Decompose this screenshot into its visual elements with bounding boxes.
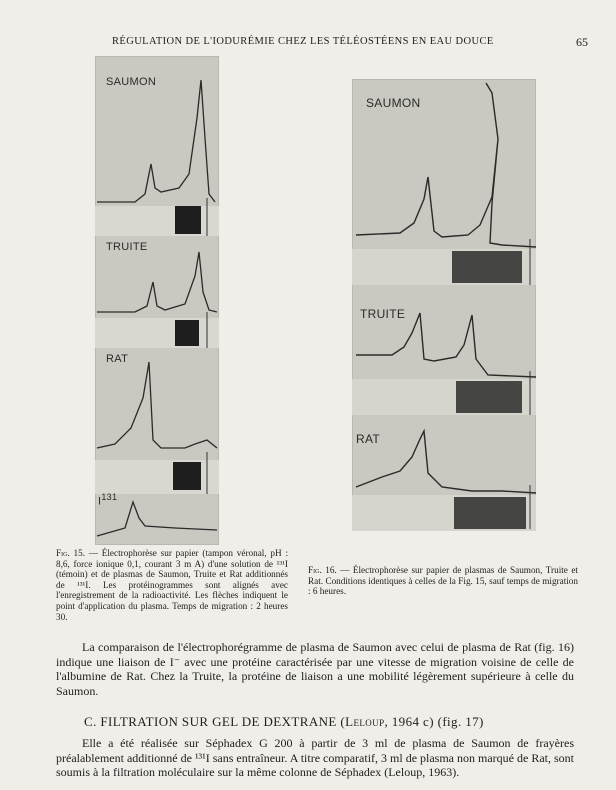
fig15-label-saumon: SAUMON bbox=[106, 76, 157, 88]
fig16-saumon-radio-band bbox=[452, 251, 522, 283]
figure-16 bbox=[352, 79, 536, 531]
iodine-prefix: I bbox=[98, 495, 102, 508]
fig15-rat-radio-band bbox=[173, 462, 201, 490]
figure-15-caption bbox=[56, 548, 288, 622]
fig16-label-rat: RAT bbox=[356, 432, 381, 446]
fig15-truite-band-bg bbox=[95, 318, 219, 348]
paragraph-2: Elle a été réalisée sur Séphadex G 200 à partir de 3 ml de plasma de Saumon de frayères préalablement additionné de ¹³¹I sans entraîneur. A titre comparatif, 3 ml de plasma non marqué de Rat, sont soumis à la filtration moléculaire sur la même colonne de Séphadex (Leloup, 1963). bbox=[56, 736, 574, 780]
figure-16-caption-text: — Électrophorèse sur papier de plasmas de Saumon, Truite et Rat. Conditions identiques à celles de la Fig. 15, sauf temps de migration : 6 heures. bbox=[308, 565, 578, 597]
section-heading-rest: , 1964 c) (fig. 17) bbox=[384, 714, 484, 729]
fig15-truite-trace bbox=[97, 252, 217, 312]
fig15-label-iodine bbox=[98, 492, 117, 508]
figure-15-caption-label: Fig. 15. bbox=[56, 548, 86, 558]
fig16-truite-trace bbox=[356, 313, 536, 377]
fig16-rat-radio-band bbox=[454, 497, 526, 529]
page-number: 65 bbox=[576, 35, 588, 49]
fig15-truite-radio-band bbox=[175, 320, 199, 346]
section-heading-author: Leloup bbox=[345, 714, 385, 729]
figure-16-caption bbox=[308, 565, 578, 597]
section-heading: C. FILTRATION SUR GEL DE DEXTRANE (Leloup, 1964 c) (fig. 17) bbox=[84, 714, 484, 729]
iodine-isotope: 131 bbox=[101, 492, 118, 502]
section-heading-title: C. FILTRATION SUR GEL DE DEXTRANE bbox=[84, 714, 337, 729]
figure-16-traces bbox=[352, 79, 536, 531]
fig15-label-truite: TRUITE bbox=[106, 241, 148, 253]
figure-15 bbox=[95, 56, 219, 545]
figure-15-caption-text: — Électrophorèse sur papier (tampon véronal, pH : 8,6, force ionique 0,1, courant 3 m A) d'une solution de ¹³¹I (témoin) et de plasmas de Saumon, Truite et Rat additionnés de ¹³¹I. Les protéinogrammes sont alignés avec l'enregistrement de la radioactivité. Les flèches indiquent le point d'application du plasma. Temps de migration : 2 heures 30. bbox=[56, 548, 288, 622]
fig16-rat-trace bbox=[356, 431, 536, 493]
fig15-label-rat: RAT bbox=[106, 353, 129, 365]
fig16-label-truite: TRUITE bbox=[360, 307, 406, 321]
fig16-label-saumon: SAUMON bbox=[366, 96, 421, 110]
fig16-truite-radio-band bbox=[456, 381, 522, 413]
figure-15-traces bbox=[95, 56, 219, 545]
paragraph-1: La comparaison de l'électrophorégramme de plasma de Saumon avec celui de plasma de Rat (fig. 16) indique une liaison de I⁻ avec une protéine caractérisée par une vitesse de migration voisine de celle de l'albumine de Rat. Chez la Truite, la protéine de liaison a une mobilité légèrement supérieure à celle du Saumon. bbox=[56, 640, 574, 698]
fig15-saumon-trace bbox=[97, 80, 215, 202]
running-head: RÉGULATION DE L'IODURÉMIE CHEZ LES TÉLÉOSTÉENS EN EAU DOUCE bbox=[112, 36, 494, 47]
figure-16-caption-label: Fig. 16. bbox=[308, 565, 337, 575]
fig15-saumon-radio-band bbox=[175, 206, 201, 234]
fig15-rat-trace bbox=[97, 362, 217, 448]
